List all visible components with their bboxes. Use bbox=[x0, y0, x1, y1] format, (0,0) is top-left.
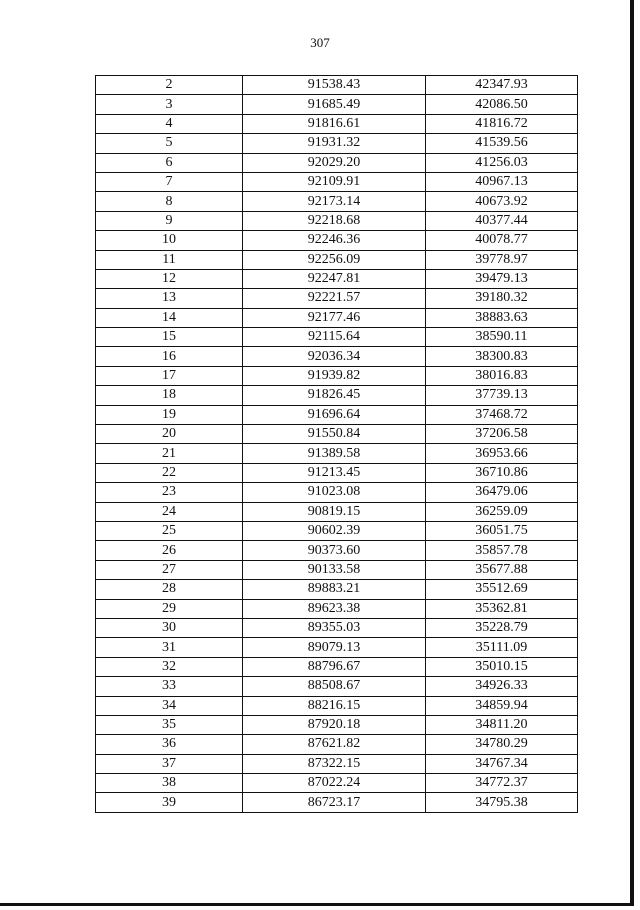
value-cell-a: 91550.84 bbox=[243, 425, 426, 444]
table-row bbox=[96, 541, 578, 560]
table-row bbox=[96, 696, 578, 715]
row-index-cell: 25 bbox=[96, 521, 243, 540]
value-cell-a: 87621.82 bbox=[243, 735, 426, 754]
row-index-cell: 35 bbox=[96, 715, 243, 734]
row-index-cell: 37 bbox=[96, 754, 243, 773]
value-cell-a: 89355.03 bbox=[243, 618, 426, 637]
value-cell-a: 92109.91 bbox=[243, 172, 426, 191]
table-row bbox=[96, 153, 578, 172]
row-index-cell: 19 bbox=[96, 405, 243, 424]
row-index-cell: 38 bbox=[96, 774, 243, 793]
data-table-container bbox=[95, 75, 577, 813]
row-index-cell: 31 bbox=[96, 638, 243, 657]
value-cell-a: 91685.49 bbox=[243, 95, 426, 114]
table-row bbox=[96, 211, 578, 230]
table-row bbox=[96, 134, 578, 153]
value-cell-b: 34780.29 bbox=[426, 735, 578, 754]
table-row bbox=[96, 560, 578, 579]
table-row bbox=[96, 231, 578, 250]
value-cell-a: 88796.67 bbox=[243, 657, 426, 676]
value-cell-b: 35677.88 bbox=[426, 560, 578, 579]
value-cell-a: 87022.24 bbox=[243, 774, 426, 793]
row-index-cell: 33 bbox=[96, 677, 243, 696]
value-cell-a: 90819.15 bbox=[243, 502, 426, 521]
row-index-cell: 23 bbox=[96, 483, 243, 502]
row-index-cell: 29 bbox=[96, 599, 243, 618]
row-index-cell: 26 bbox=[96, 541, 243, 560]
row-index-cell: 20 bbox=[96, 425, 243, 444]
row-index-cell: 8 bbox=[96, 192, 243, 211]
value-cell-b: 35857.78 bbox=[426, 541, 578, 560]
value-cell-b: 36259.09 bbox=[426, 502, 578, 521]
value-cell-b: 35111.09 bbox=[426, 638, 578, 657]
value-cell-b: 37206.58 bbox=[426, 425, 578, 444]
value-cell-a: 91826.45 bbox=[243, 386, 426, 405]
value-cell-b: 36710.86 bbox=[426, 463, 578, 482]
row-index-cell: 17 bbox=[96, 366, 243, 385]
table-row bbox=[96, 638, 578, 657]
value-cell-a: 92247.81 bbox=[243, 269, 426, 288]
table-row bbox=[96, 502, 578, 521]
value-cell-b: 36953.66 bbox=[426, 444, 578, 463]
value-cell-a: 92177.46 bbox=[243, 308, 426, 327]
row-index-cell: 21 bbox=[96, 444, 243, 463]
table-row bbox=[96, 192, 578, 211]
value-cell-a: 90602.39 bbox=[243, 521, 426, 540]
value-cell-b: 34811.20 bbox=[426, 715, 578, 734]
value-cell-a: 91816.61 bbox=[243, 114, 426, 133]
value-cell-a: 87322.15 bbox=[243, 754, 426, 773]
value-cell-b: 40673.92 bbox=[426, 192, 578, 211]
row-index-cell: 36 bbox=[96, 735, 243, 754]
table-row bbox=[96, 328, 578, 347]
table-row bbox=[96, 580, 578, 599]
table-body bbox=[96, 76, 578, 813]
value-cell-a: 91939.82 bbox=[243, 366, 426, 385]
table-row bbox=[96, 599, 578, 618]
table-row bbox=[96, 366, 578, 385]
row-index-cell: 2 bbox=[96, 76, 243, 95]
row-index-cell: 27 bbox=[96, 560, 243, 579]
row-index-cell: 39 bbox=[96, 793, 243, 812]
value-cell-b: 36479.06 bbox=[426, 483, 578, 502]
value-cell-b: 34859.94 bbox=[426, 696, 578, 715]
value-cell-b: 42086.50 bbox=[426, 95, 578, 114]
value-cell-a: 92036.34 bbox=[243, 347, 426, 366]
value-cell-a: 92221.57 bbox=[243, 289, 426, 308]
row-index-cell: 11 bbox=[96, 250, 243, 269]
row-index-cell: 6 bbox=[96, 153, 243, 172]
table-row bbox=[96, 774, 578, 793]
value-cell-b: 39479.13 bbox=[426, 269, 578, 288]
value-cell-b: 39180.32 bbox=[426, 289, 578, 308]
row-index-cell: 18 bbox=[96, 386, 243, 405]
table-row bbox=[96, 95, 578, 114]
row-index-cell: 3 bbox=[96, 95, 243, 114]
row-index-cell: 7 bbox=[96, 172, 243, 191]
row-index-cell: 12 bbox=[96, 269, 243, 288]
value-cell-b: 41816.72 bbox=[426, 114, 578, 133]
row-index-cell: 32 bbox=[96, 657, 243, 676]
row-index-cell: 16 bbox=[96, 347, 243, 366]
table-row bbox=[96, 521, 578, 540]
value-cell-a: 92246.36 bbox=[243, 231, 426, 250]
value-cell-b: 42347.93 bbox=[426, 76, 578, 95]
row-index-cell: 9 bbox=[96, 211, 243, 230]
row-index-cell: 28 bbox=[96, 580, 243, 599]
table-row bbox=[96, 172, 578, 191]
value-cell-b: 35362.81 bbox=[426, 599, 578, 618]
value-cell-a: 92218.68 bbox=[243, 211, 426, 230]
value-cell-b: 36051.75 bbox=[426, 521, 578, 540]
row-index-cell: 24 bbox=[96, 502, 243, 521]
row-index-cell: 30 bbox=[96, 618, 243, 637]
table-row bbox=[96, 483, 578, 502]
value-cell-b: 41539.56 bbox=[426, 134, 578, 153]
row-index-cell: 5 bbox=[96, 134, 243, 153]
table-row bbox=[96, 347, 578, 366]
table-row bbox=[96, 425, 578, 444]
value-cell-a: 89623.38 bbox=[243, 599, 426, 618]
value-cell-a: 91213.45 bbox=[243, 463, 426, 482]
value-cell-b: 35512.69 bbox=[426, 580, 578, 599]
value-cell-a: 90133.58 bbox=[243, 560, 426, 579]
value-cell-b: 35010.15 bbox=[426, 657, 578, 676]
value-cell-b: 38590.11 bbox=[426, 328, 578, 347]
table-row bbox=[96, 618, 578, 637]
value-cell-b: 41256.03 bbox=[426, 153, 578, 172]
row-index-cell: 15 bbox=[96, 328, 243, 347]
value-cell-a: 91931.32 bbox=[243, 134, 426, 153]
row-index-cell: 10 bbox=[96, 231, 243, 250]
table-row bbox=[96, 444, 578, 463]
value-cell-b: 38016.83 bbox=[426, 366, 578, 385]
table-row bbox=[96, 405, 578, 424]
value-cell-b: 35228.79 bbox=[426, 618, 578, 637]
value-cell-b: 40967.13 bbox=[426, 172, 578, 191]
value-cell-a: 91538.43 bbox=[243, 76, 426, 95]
value-cell-a: 91696.64 bbox=[243, 405, 426, 424]
row-index-cell: 34 bbox=[96, 696, 243, 715]
value-cell-b: 37468.72 bbox=[426, 405, 578, 424]
table-row bbox=[96, 715, 578, 734]
value-cell-b: 40078.77 bbox=[426, 231, 578, 250]
table-row bbox=[96, 289, 578, 308]
table-row bbox=[96, 677, 578, 696]
table-row bbox=[96, 735, 578, 754]
value-cell-b: 34795.38 bbox=[426, 793, 578, 812]
value-cell-b: 34767.34 bbox=[426, 754, 578, 773]
value-cell-b: 39778.97 bbox=[426, 250, 578, 269]
value-cell-b: 37739.13 bbox=[426, 386, 578, 405]
value-cell-a: 90373.60 bbox=[243, 541, 426, 560]
table-row bbox=[96, 386, 578, 405]
value-cell-b: 34772.37 bbox=[426, 774, 578, 793]
row-index-cell: 22 bbox=[96, 463, 243, 482]
value-cell-b: 38300.83 bbox=[426, 347, 578, 366]
value-cell-a: 87920.18 bbox=[243, 715, 426, 734]
row-index-cell: 13 bbox=[96, 289, 243, 308]
table-row bbox=[96, 754, 578, 773]
table-row bbox=[96, 308, 578, 327]
value-cell-a: 92256.09 bbox=[243, 250, 426, 269]
value-cell-a: 92173.14 bbox=[243, 192, 426, 211]
table-row bbox=[96, 463, 578, 482]
value-cell-b: 34926.33 bbox=[426, 677, 578, 696]
value-cell-b: 40377.44 bbox=[426, 211, 578, 230]
value-cell-a: 89079.13 bbox=[243, 638, 426, 657]
table-row bbox=[96, 657, 578, 676]
row-index-cell: 4 bbox=[96, 114, 243, 133]
table-row bbox=[96, 269, 578, 288]
value-cell-a: 91023.08 bbox=[243, 483, 426, 502]
value-cell-b: 38883.63 bbox=[426, 308, 578, 327]
row-index-cell: 14 bbox=[96, 308, 243, 327]
table-row bbox=[96, 76, 578, 95]
table-row bbox=[96, 114, 578, 133]
value-cell-a: 91389.58 bbox=[243, 444, 426, 463]
value-cell-a: 92029.20 bbox=[243, 153, 426, 172]
table-row bbox=[96, 793, 578, 812]
table-row bbox=[96, 250, 578, 269]
page-number: 307 bbox=[310, 35, 330, 50]
value-cell-a: 88508.67 bbox=[243, 677, 426, 696]
value-cell-a: 86723.17 bbox=[243, 793, 426, 812]
value-cell-a: 89883.21 bbox=[243, 580, 426, 599]
value-cell-a: 92115.64 bbox=[243, 328, 426, 347]
data-table bbox=[95, 75, 578, 813]
value-cell-a: 88216.15 bbox=[243, 696, 426, 715]
